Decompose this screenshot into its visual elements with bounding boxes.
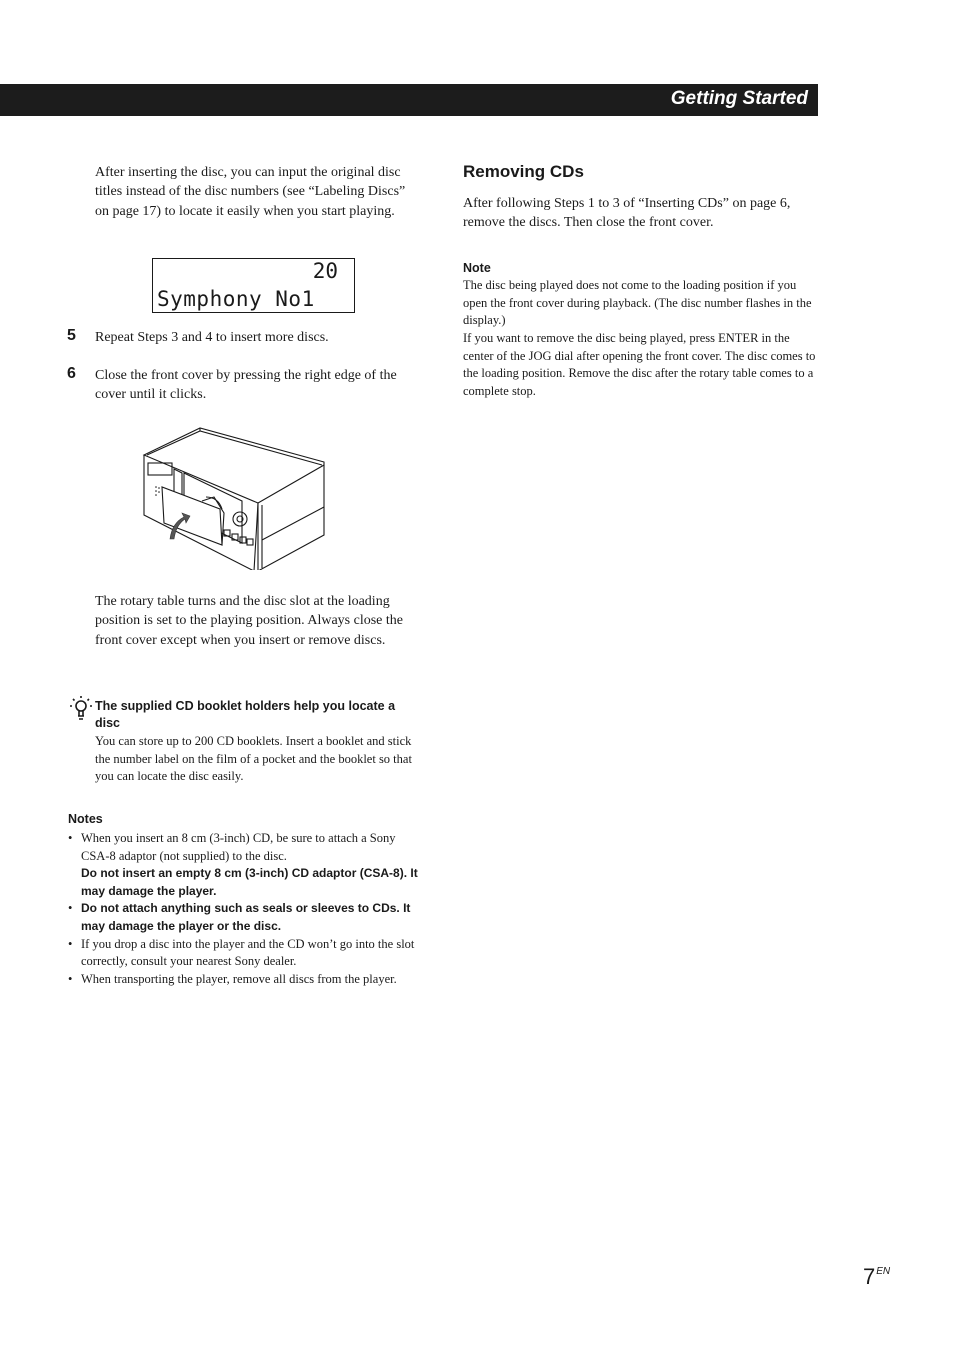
- note-text-2: If you want to remove the disc being played, press ENTER in the center of the JOG dial after opening the front cover. The disc comes to the loading position. Remove the disc after the rotary table comes to a complete stop.: [463, 331, 816, 398]
- step-number-5: 5: [67, 327, 76, 344]
- note-item-text: When transporting the player, remove all discs from the player.: [81, 971, 397, 986]
- page-number: [863, 1264, 890, 1290]
- removing-cds-body: After following Steps 1 to 3 of “Inserting CDs” on page 6, remove the discs. Then close the front cover.: [463, 196, 791, 231]
- note-text-1: The disc being played does not come to the loading position if you open the front cover during playback. (The disc number flashes in the display.): [463, 278, 812, 328]
- display-disc-number: 20: [312, 259, 338, 283]
- note-item-text: If you drop a disc into the player and the CD won’t go into the slot correctly, consult your nearest Sony dealer.: [81, 936, 415, 969]
- display-disc-title: Symphony No1: [157, 287, 315, 311]
- page-number-value: 7: [863, 1264, 876, 1289]
- notes-heading: Notes: [68, 812, 103, 826]
- note-item: [68, 971, 423, 989]
- lcd-display: [152, 258, 355, 313]
- tip-body: You can store up to 200 CD booklets. Insert a booklet and stick the number label on the film of a pocket and the booklet so that you can locate the disc easily.: [95, 734, 412, 784]
- section-heading-removing-cds: Removing CDs: [463, 162, 584, 181]
- header-bar: [0, 84, 818, 116]
- note-heading: Note: [463, 261, 491, 275]
- note-item: [68, 830, 423, 900]
- cd-player-illustration: [142, 425, 327, 570]
- intro-paragraph: After inserting the disc, you can input the original disc titles instead of the disc numbers (see “Labeling Discs” on page 17) to locate it easily when you start playing.: [95, 165, 406, 219]
- step-5-text: Repeat Steps 3 and 4 to insert more discs.: [95, 330, 329, 345]
- note-item-warning: Do not insert an empty 8 cm (3-inch) CD adaptor (CSA-8). It may damage the player.: [81, 866, 418, 898]
- note-item: [68, 936, 423, 971]
- after-illustration-paragraph: The rotary table turns and the disc slot at the loading position is set to the playing position. Always close the front cover except when you insert or remove discs.: [95, 594, 403, 648]
- step-6-text: Close the front cover by pressing the right edge of the cover until it clicks.: [95, 368, 397, 403]
- lightbulb-icon: [68, 695, 92, 721]
- note-item-text: Do not attach anything such as seals or sleeves to CDs. It may damage the player or the disc.: [81, 901, 411, 933]
- note-item: [68, 900, 423, 935]
- section-title: Getting Started: [670, 88, 808, 109]
- note-item-text: When you insert an 8 cm (3-inch) CD, be sure to attach a Sony CSA-8 adaptor (not supplied) to the disc.: [81, 831, 396, 863]
- notes-list: [68, 830, 423, 988]
- step-number-6: 6: [67, 365, 76, 382]
- tip-heading: The supplied CD booklet holders help you locate a disc: [95, 699, 396, 730]
- page-language-suffix: EN: [876, 1266, 891, 1277]
